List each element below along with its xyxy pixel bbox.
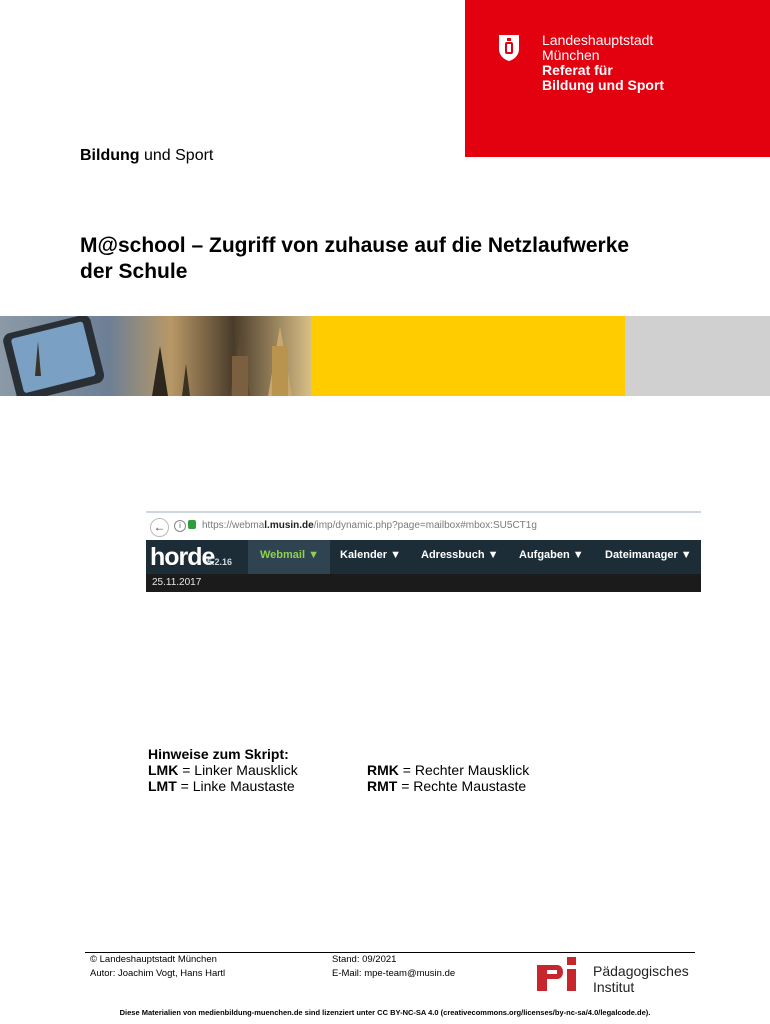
hint-lmt	[148, 778, 295, 794]
license-note: Diese Materialien von medienbildung-muenchen.de sind lizenziert unter CC BY-NC-SA 4.0 (creativecommons.org/licenses/by-nc-sa/4.0/legalcode.de).	[119, 1008, 651, 1017]
hint-lmt-text: = Linke Maustaste	[176, 778, 295, 794]
document-subtitle	[80, 147, 213, 165]
paedagogisches-institut-logo-icon	[535, 955, 580, 995]
hint-rmt-text: = Rechte Maustaste	[397, 778, 527, 794]
date-bar	[146, 574, 701, 592]
hint-lmk	[148, 762, 298, 778]
hint-rmk-text: = Rechter Mausklick	[398, 762, 530, 778]
subtitle-bold: Bildung	[80, 147, 140, 164]
url-host: l.musin.de	[264, 520, 314, 531]
horde-logo[interactable]: horde	[150, 543, 215, 571]
institute-line-1: Pädagogisches	[593, 963, 689, 979]
subtitle-rest: und Sport	[139, 147, 214, 164]
title-line-1: M@school – Zugriff von zuhause auf die Netzlaufwerke	[80, 234, 630, 257]
footer-stand: Stand: 09/2021	[332, 954, 397, 965]
current-date: 25.11.2017	[152, 577, 202, 588]
hints-title: Hinweise zum Skript:	[148, 746, 289, 762]
city-line-1: Landeshauptstadt	[542, 32, 654, 48]
hint-rmt-key: RMT	[367, 778, 398, 794]
lock-icon	[188, 520, 196, 529]
tab-adressbuch[interactable]: Adressbuch ▼	[421, 549, 499, 561]
dept-line-1: Referat für	[542, 62, 613, 78]
footer-copyright: © Landeshauptstadt München	[90, 954, 217, 965]
header-banner	[0, 316, 770, 396]
munich-photo	[0, 316, 311, 396]
footer-authors: Autor: Joachim Vogt, Hans Hartl	[90, 968, 226, 979]
department-name	[542, 63, 664, 93]
url-text[interactable]	[202, 520, 537, 531]
footer-left	[90, 953, 225, 981]
horde-version: 5.2.16	[207, 557, 233, 567]
banner-yellow-block	[311, 316, 625, 396]
browser-address-bar	[146, 511, 701, 540]
back-arrow-icon[interactable]: ←	[150, 518, 169, 537]
banner-grey-block	[625, 316, 770, 396]
hint-lmt-key: LMT	[148, 778, 177, 794]
hint-rmk	[367, 762, 529, 778]
title-line-2: der Schule	[80, 260, 188, 283]
hint-rmt	[367, 778, 526, 794]
hint-rmk-key: RMK	[367, 762, 399, 778]
footer-middle	[332, 953, 455, 981]
hint-lmk-text: = Linker Mausklick	[178, 762, 298, 778]
tab-webmail[interactable]: Webmail ▼	[260, 549, 319, 561]
horde-screenshot	[146, 511, 701, 592]
tab-aufgaben[interactable]: Aufgaben ▼	[519, 549, 584, 561]
institute-name	[593, 963, 689, 995]
info-icon[interactable]: i	[174, 520, 186, 532]
horde-navbar	[146, 540, 701, 574]
city-line-2: München	[542, 47, 600, 63]
tab-kalender[interactable]: Kalender ▼	[340, 549, 402, 561]
url-path: /imp/dynamic.php?page=mailbox#mbox:SU5CT1g	[313, 520, 537, 531]
skyline-illustration	[0, 316, 311, 396]
dept-line-2: Bildung und Sport	[542, 77, 665, 93]
hint-lmk-key: LMK	[148, 762, 179, 778]
document-title	[80, 233, 720, 285]
city-name	[542, 33, 653, 63]
institute-line-2: Institut	[593, 979, 635, 995]
tab-dateimanager[interactable]: Dateimanager ▼	[605, 549, 692, 561]
footer-email[interactable]: E-Mail: mpe-team@musin.de	[332, 968, 456, 979]
munich-coat-of-arms-icon	[498, 34, 520, 62]
url-prefix: https://webma	[202, 520, 265, 531]
